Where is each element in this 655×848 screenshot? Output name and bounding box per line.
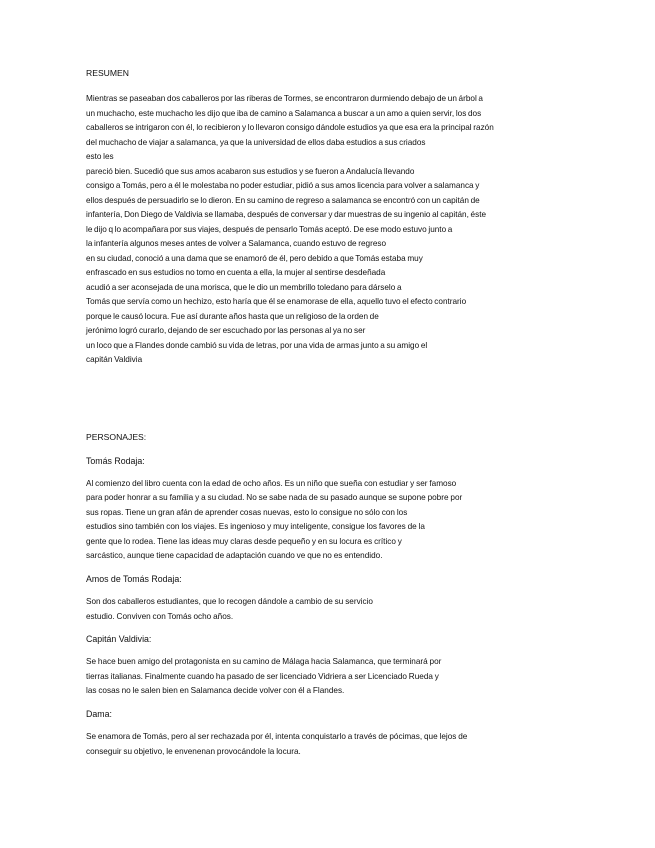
resumen-line: pareció bien. Sucedió que sus amos acabaron sus estudios y se fueron a Andalucía llevando — [86, 166, 415, 176]
resumen-line: acudió a ser aconsejada de una morisca, que le dio un membrillo toledano para dárselo a — [86, 282, 402, 292]
description-line: conseguir su objetivo, le envenenan provocándole la locura. — [86, 746, 301, 756]
character-description-tomas — [86, 477, 514, 565]
resumen-line: caballeros se intrigaron con él, lo recibieron y lo llevaron consigo dándole estudios ya que esa era la principal razón — [86, 123, 494, 132]
resumen-line: ellos después de persuadirlo se lo dieron. En su camino de regreso a salamanca se encontró con un capitán de — [86, 195, 480, 205]
description-line: para poder honrar a su familia y a su ciudad. No se sabe nada de su pasado aunque se supone pobre por — [86, 493, 463, 503]
resumen-line: un muchacho, este muchacho les dijo que iba de camino a Salamanca a buscar a un amo a quien servir, los dos — [86, 108, 482, 118]
resumen-line: jerónimo logró curarlo, dejando de ser escuchado por las personas al ya no ser — [86, 326, 366, 335]
section-spacer — [86, 368, 514, 432]
resumen-line: enfrascado en sus estudios no tomo en cuenta a ella, la mujer al sentirse desdeñada — [86, 268, 386, 277]
resumen-heading: RESUMEN — [86, 68, 129, 78]
description-line: Al comienzo del libro cuenta con la edad de ocho años. Es un niño que sueña con estudiar y ser famoso — [86, 478, 457, 488]
resumen-paragraph — [86, 92, 514, 368]
resumen-line: le dijo q lo acompañara por sus viajes, después de pensarlo Tomás aceptó. De ese modo estuvo junto a — [86, 224, 453, 234]
resumen-line: consigo a Tomás, pero a él le molestaba no poder estudiar, pidió a sus amos licencia para volver a salamanca y — [86, 181, 480, 190]
character-name-tomas: Tomás Rodaja: — [86, 455, 145, 466]
resumen-line: capitán Valdivia — [86, 355, 143, 364]
resumen-line: esto les — [86, 152, 114, 161]
description-line: estudios sino también con los viajes. Es ingenioso y muy inteligente, consigue los favores de la — [86, 522, 425, 532]
character-description-amos — [86, 595, 514, 624]
resumen-line: la infantería algunos meses antes de volver a Salamanca, cuando estuvo de regreso — [86, 239, 387, 248]
description-line: Se enamora de Tomás, pero al ser rechazada por él, intenta conquistarlo a través de pócimas, que lejos de — [86, 732, 468, 742]
resumen-line: Mientras se paseaban dos caballeros por las riberas de Tormes, se encontraron durmiendo debajo de un árbol a — [86, 94, 483, 103]
character-name-valdivia: Capitán Valdivia: — [86, 634, 152, 645]
resumen-line: porque le causó locura. Fue así durante años hasta que un religioso de la orden de — [86, 311, 379, 321]
resumen-line: del muchacho de viajar a salamanca, ya que la universidad de ellos daba estudios a sus criados — [86, 137, 426, 147]
description-line: sus ropas. Tiene un gran afán de aprender cosas nuevas, esto lo consigue no sólo con los — [86, 507, 408, 517]
character-name-amos: Amos de Tomás Rodaja: — [86, 574, 182, 585]
personajes-heading: PERSONAJES: — [86, 431, 147, 442]
character-description-valdivia — [86, 655, 514, 699]
document-page — [86, 68, 514, 769]
resumen-line: infantería, Don Diego de Valdivia se llamaba, después de conversar y dar muestras de su ingenio al capitán, éste — [86, 210, 487, 219]
resumen-line: en su ciudad, conoció a una dama que se enamoró de él, pero debido a que Tomás estaba muy — [86, 253, 423, 263]
description-line: tierras italianas. Finalmente cuando ha pasado de ser licenciado Vidriera a ser Licenciado Rueda y — [86, 671, 439, 681]
description-line: sarcástico, aunque tiene capacidad de adaptación cuando ve que no es entendido. — [86, 551, 383, 561]
description-line: gente que lo rodea. Tiene las ideas muy claras desde pequeño y en su locura es crítico y — [86, 536, 402, 546]
character-description-dama — [86, 730, 514, 759]
description-line: estudio. Conviven con Tomás ocho años. — [86, 611, 234, 621]
description-line: Se hace buen amigo del protagonista en su camino de Málaga hacia Salamanca, que terminará por — [86, 657, 442, 667]
description-line: Son dos caballeros estudiantes, que lo recogen dándole a cambio de su servicio — [86, 597, 373, 607]
resumen-line: un loco que a Flandes donde cambió su vida de letras, por una vida de armas junto a su amigo el — [86, 340, 428, 350]
resumen-line: Tomás que servía como un hechizo, esto haría que él se enamorase de ella, aquello tuvo el efecto contrario — [86, 297, 467, 306]
character-name-dama: Dama: — [86, 709, 112, 720]
description-line: las cosas no le salen bien en Salamanca decide volver con él a Flandes. — [86, 686, 345, 696]
